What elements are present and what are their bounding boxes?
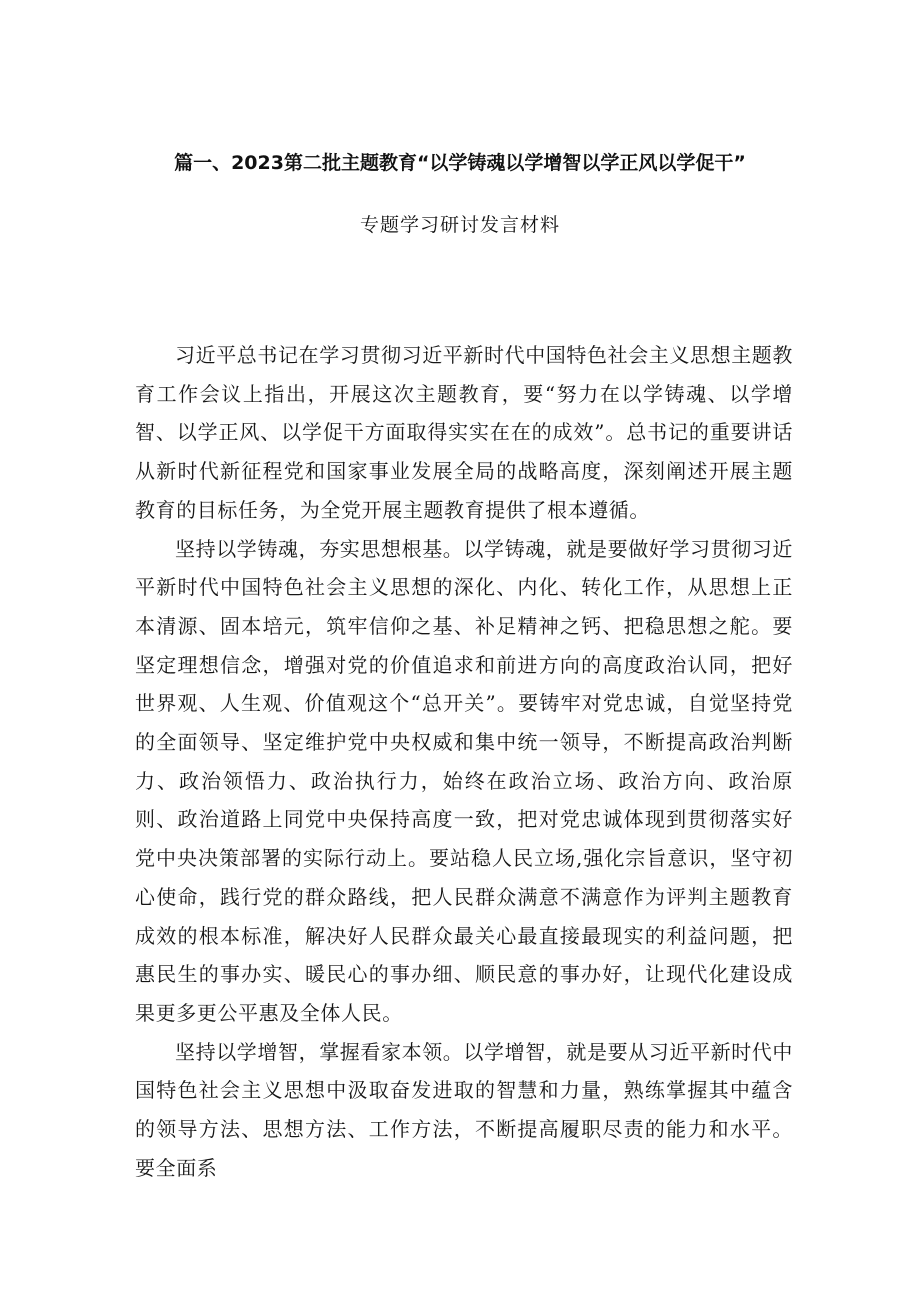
paragraph-wisdom: 坚持以学增智，掌握看家本领。以学增智，就是要从习近平新时代中国特色社会主义思想中汲取奋发进取的智慧和力量，熟练掌握其中蕴含的领导方法、思想方法、工作方法，不断提高履职尽责的能力和水平。要全面系 [135,1039,793,1180]
document-body [135,336,793,1187]
paragraph-soul: 坚持以学铸魂，夯实思想根基。以学铸魂，就是要做好学习贯彻习近平新时代中国特色社会主义思想的深化、内化、转化工作，从思想上正本清源、固本培元，筑牢信仰之基、补足精神之钙、把稳思想之舵。要坚定理想信念，增强对党的价值追求和前进方向的高度政治认同，把好世界观、人生观、价值观这个“总开关”。要铸牢对党忠诚，自觉坚持党的全面领导、坚定维护党中央权威和集中统一领导，不断提高政治判断力、政治领悟力、政治执行力，始终在政治立场、政治方向、政治原则、政治道路上同党中央保持高度一致，把对党忠诚体现到贯彻落实好党中央决策部署的实际行动上。要站稳人民立场,强化宗旨意识，坚守初心使命，践行党的群众路线，把人民群众满意不满意作为评判主题教育成效的根本标准，解决好人民群众最关心最直接最现实的利益问题，把惠民生的事办实、暖民心的事办细、顺民意的事办好，让现代化建设成果更多更公平惠及全体人民。 [135,536,793,1025]
document-title-line2: 专题学习研讨发言材料 [359,214,560,236]
paragraph-intro: 习近平总书记在学习贯彻习近平新时代中国特色社会主义思想主题教育工作会议上指出，开展这次主题教育，要“努力在以学铸魂、以学增智、以学正风、以学促干方面取得实实在在的成效”。总书记的重要讲话从新时代新征程党和国家事业发展全局的战略高度，深刻阐述开展主题教育的目标任务，为全党开展主题教育提供了根本遵循。 [135,343,793,522]
document-title-line1: 篇一、2023第二批主题教育“以学铸魂以学增智以学正风以学促干” [174,152,746,174]
